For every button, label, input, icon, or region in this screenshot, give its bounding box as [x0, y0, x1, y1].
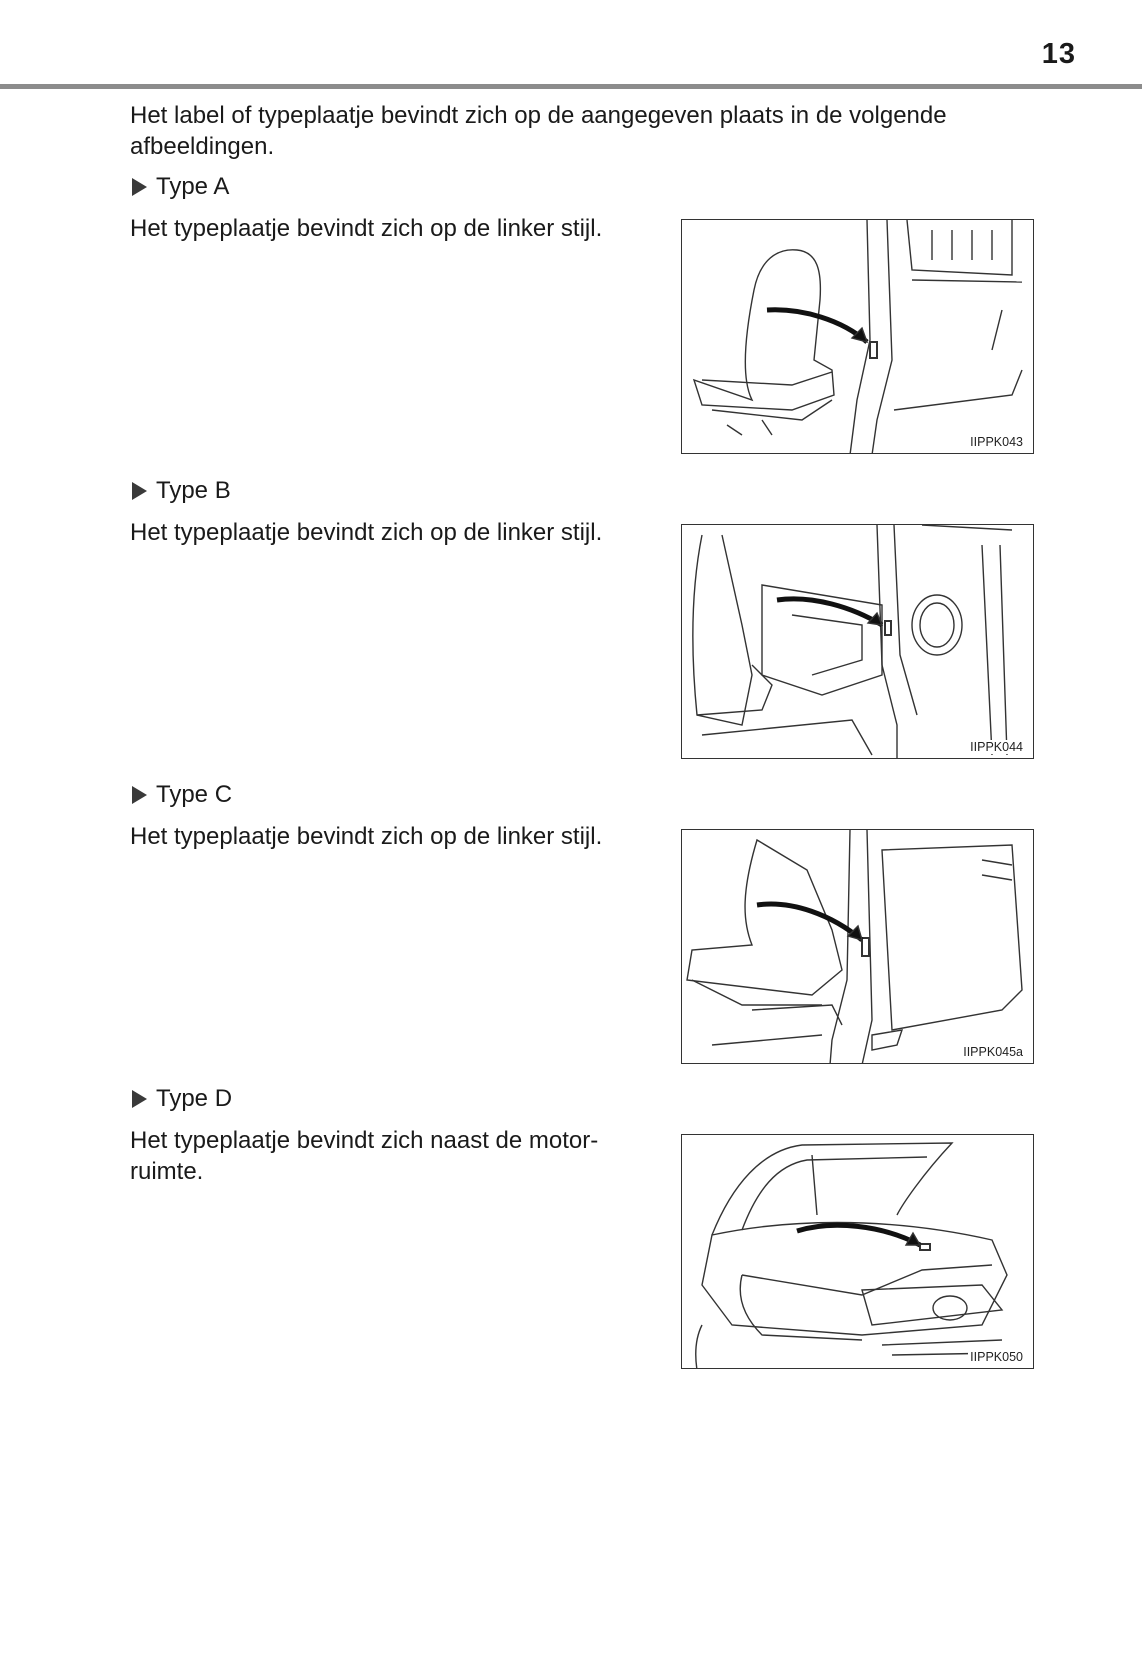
- figure-code: IIPPK044: [970, 740, 1023, 754]
- section-heading-label: Type C: [156, 781, 233, 808]
- section-description-type-a: Het typeplaatje bevindt zich op de linker stijl.: [130, 215, 603, 242]
- triangle-bullet-icon: [132, 786, 147, 804]
- page-number: 13: [1041, 38, 1076, 70]
- section-description-type-c: Het typeplaatje bevindt zich op de linker stijl.: [130, 823, 603, 850]
- figure-code: IIPPK045a: [963, 1045, 1023, 1059]
- figure-type-a-seat-pillar: [681, 219, 1034, 454]
- section-description-type-d: Het typeplaatje bevindt zich naast de motor-ruimte.: [130, 1127, 599, 1185]
- section-heading-type-d: [130, 1083, 232, 1114]
- triangle-bullet-icon: [132, 178, 147, 196]
- section-heading-type-b: [130, 475, 231, 506]
- seat-pillar-illustration: [682, 830, 1034, 1064]
- header-rule: [0, 84, 1142, 89]
- section-heading-label: Type D: [156, 1085, 233, 1112]
- section-heading-type-c: [130, 779, 232, 810]
- section-description-type-b: Het typeplaatje bevindt zich op de linker stijl.: [130, 519, 603, 546]
- figure-code: IIPPK043: [970, 435, 1023, 449]
- intro-paragraph: Het label of typeplaatje bevindt zich op de aangegeven plaats in de volgende afbeeldingen.: [130, 102, 947, 160]
- triangle-bullet-icon: [132, 1090, 147, 1108]
- figure-type-d-engine-bay: [681, 1134, 1034, 1369]
- figure-type-b-seat-pillar: [681, 524, 1034, 759]
- triangle-bullet-icon: [132, 482, 147, 500]
- section-heading-label: Type B: [156, 477, 231, 504]
- section-heading-label: Type A: [156, 173, 230, 200]
- figure-code: IIPPK050: [970, 1350, 1023, 1364]
- seat-pillar-illustration: [682, 525, 1034, 759]
- figure-type-c-seat-pillar: [681, 829, 1034, 1064]
- seat-pillar-illustration: [682, 220, 1034, 454]
- engine-bay-illustration: [682, 1135, 1034, 1369]
- section-heading-type-a: [130, 171, 229, 202]
